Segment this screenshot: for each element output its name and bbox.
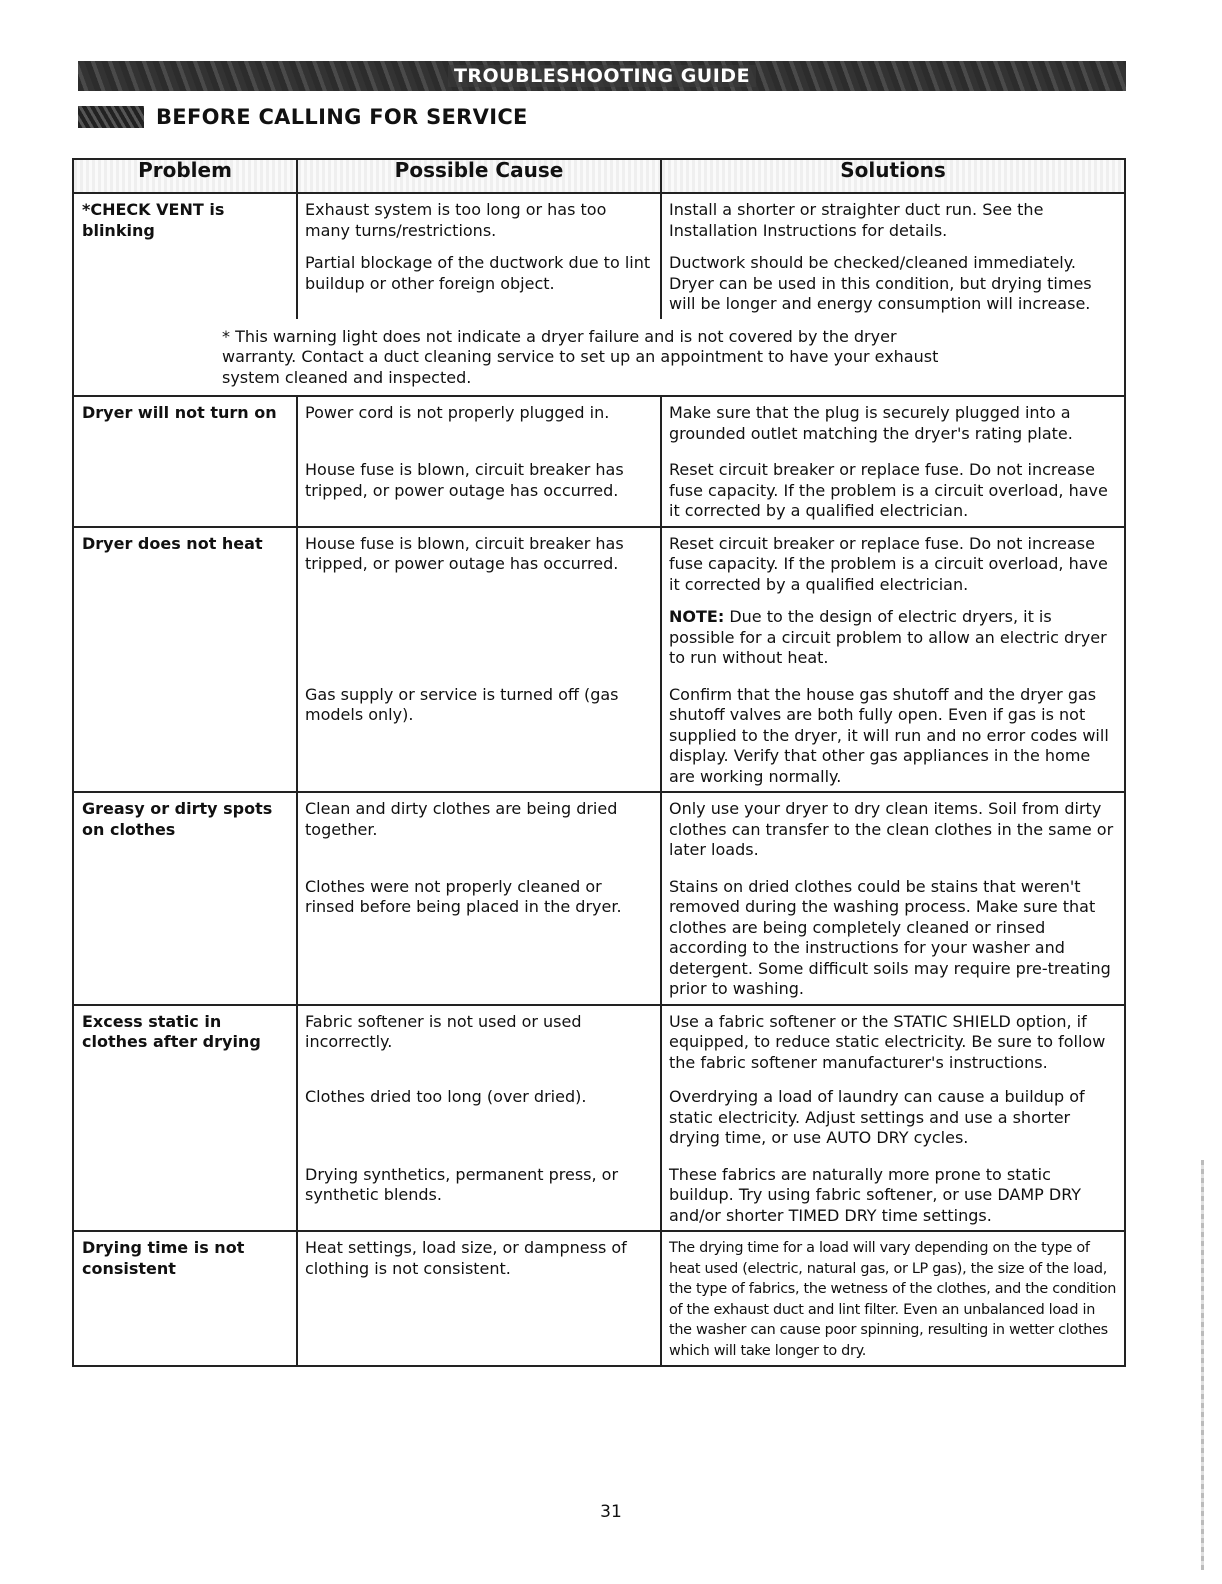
cause-cell (297, 527, 661, 600)
cause-cell (297, 865, 661, 1005)
cause-text: Clothes dried too long (over dried). (305, 1087, 587, 1106)
page-number: 31 (600, 1502, 622, 1522)
solution-cell (661, 1231, 1125, 1366)
solution-text: Due to the design of electric dryers, it is possible for a circuit problem to allow an electric dryer to run without heat. (669, 607, 1107, 667)
solution-text: Only use your dryer to dry clean items. Soil from dirty clothes can transfer to the clean clothes in the same or later loads. (669, 799, 1114, 859)
cause-cell (297, 245, 661, 319)
scan-edge-divider (1201, 1160, 1204, 1570)
table-row (73, 396, 1125, 448)
cause-text: Heat settings, load size, or dampness of clothing is not consistent. (305, 1238, 627, 1278)
solution-cell (661, 673, 1125, 793)
cause-text: Power cord is not properly plugged in. (305, 403, 610, 422)
cause-cell (297, 448, 661, 527)
solution-cell (661, 865, 1125, 1005)
problem-greasy-spots: Greasy or dirty spots on clothes (73, 792, 297, 1005)
note-label: NOTE: (669, 607, 725, 626)
solution-text: Install a shorter or straighter duct run. See the Installation Instructions for details. (669, 200, 1044, 240)
cause-cell (297, 193, 661, 245)
cause-cell (297, 1005, 661, 1078)
solution-text: Stains on dried clothes could be stains that weren't removed during the washing process. Make sure that clothes are being completely cleaned or rinsed according to the instructions for your washer and detergent. Some difficult soils may require pre-treating prior to washing. (669, 876, 1111, 998)
solution-cell (661, 527, 1125, 600)
solution-cell (661, 1005, 1125, 1078)
cause-cell (297, 396, 661, 448)
banner-title: TROUBLESHOOTING GUIDE (448, 65, 756, 87)
table-row-note (73, 319, 1125, 397)
problem-dryer-not-turn-on: Dryer will not turn on (73, 396, 297, 527)
solution-cell (661, 1077, 1125, 1153)
table-row (73, 527, 1125, 600)
solution-text: These fabrics are naturally more prone to static buildup. Try using fabric softener, or use DAMP DRY and/or shorter TIMED DRY time settings. (669, 1164, 1082, 1225)
problem-dryer-not-heat: Dryer does not heat (73, 527, 297, 793)
header-possible-cause: Possible Cause (297, 159, 661, 193)
header-solutions: Solutions (661, 159, 1125, 193)
table-row (73, 792, 1125, 865)
solution-text: Make sure that the plug is securely plugged into a grounded outlet matching the dryer's rating plate. (669, 403, 1073, 443)
solution-text: Reset circuit breaker or replace fuse. Do not increase fuse capacity. If the problem is a circuit overload, have it corrected by a qualified electrician. (669, 460, 1108, 520)
solution-cell (661, 193, 1125, 245)
solution-text: Confirm that the house gas shutoff and the dryer gas shutoff valves are both fully open. Even if gas is not supplied to the dryer, it will run and no error codes will display. Verify that other gas appliances in the home are working normally. (669, 684, 1109, 786)
cause-text: House fuse is blown, circuit breaker has tripped, or power outage has occurred. (305, 460, 624, 500)
header-problem: Problem (73, 159, 297, 193)
cause-cell-empty (297, 599, 661, 673)
solution-cell (661, 245, 1125, 319)
solution-cell (661, 1153, 1125, 1232)
cause-text: Exhaust system is too long or has too many turns/restrictions. (305, 200, 607, 240)
solution-text: Ductwork should be checked/cleaned immediately. Dryer can be used in this condition, but drying times will be longer and energy consumption will increase. (669, 253, 1092, 313)
cause-cell (297, 792, 661, 865)
solution-text: Reset circuit breaker or replace fuse. Do not increase fuse capacity. If the problem is a circuit overload, have it corrected by a qualified electrician. (669, 533, 1108, 594)
solution-text: The drying time for a load will vary depending on the type of heat used (electric, natural gas, or LP gas), the size of the load, the type of fabrics, the wetness of the clothes, and the condition of the exhaust duct and lint filter. Even an unbalanced load in the washer can cause poor spinning, resulting in wetter clothes which will take longer to dry. (669, 1240, 1117, 1359)
solution-cell (661, 396, 1125, 448)
section-heading (78, 104, 528, 130)
section-marker-icon (78, 106, 144, 128)
cause-text: Clothes were not properly cleaned or rinsed before being placed in the dryer. (305, 876, 622, 916)
problem-drying-time: Drying time is not consistent (73, 1231, 297, 1366)
banner-troubleshooting-guide (78, 61, 1126, 91)
cause-cell (297, 1077, 661, 1153)
check-vent-note: * This warning light does not indicate a dryer failure and is not covered by the dryer warranty. Contact a duct cleaning service to set up an appointment to have your exhaust system cleaned and inspected. (73, 319, 1125, 397)
cause-text: Drying synthetics, permanent press, or synthetic blends. (305, 1164, 619, 1204)
solution-cell (661, 599, 1125, 673)
problem-excess-static: Excess static in clothes after drying (73, 1005, 297, 1232)
solution-cell (661, 792, 1125, 865)
solution-text: Overdrying a load of laundry can cause a buildup of static electricity. Adjust settings and use a shorter drying time, or use AUTO DRY cycles. (669, 1087, 1085, 1147)
cause-text: Gas supply or service is turned off (gas models only). (305, 684, 619, 724)
table-header-row (73, 159, 1125, 193)
cause-text: Clean and dirty clothes are being dried together. (305, 799, 618, 839)
table-row (73, 193, 1125, 245)
section-title: BEFORE CALLING FOR SERVICE (156, 105, 528, 129)
table-row (73, 1231, 1125, 1366)
cause-cell (297, 1153, 661, 1232)
solution-cell (661, 448, 1125, 527)
table-row (73, 1005, 1125, 1078)
cause-cell (297, 1231, 661, 1366)
solution-text: Use a fabric softener or the STATIC SHIELD option, if equipped, to reduce static electricity. Be sure to follow the fabric softener manufacturer's instructions. (669, 1011, 1106, 1072)
troubleshooting-table (72, 158, 1126, 1367)
cause-text: Partial blockage of the ductwork due to lint buildup or other foreign object. (305, 253, 651, 293)
problem-check-vent: *CHECK VENT is blinking (73, 193, 297, 319)
cause-text: Fabric softener is not used or used incorrectly. (305, 1011, 582, 1051)
cause-cell (297, 673, 661, 793)
cause-text: House fuse is blown, circuit breaker has tripped, or power outage has occurred. (305, 533, 624, 573)
